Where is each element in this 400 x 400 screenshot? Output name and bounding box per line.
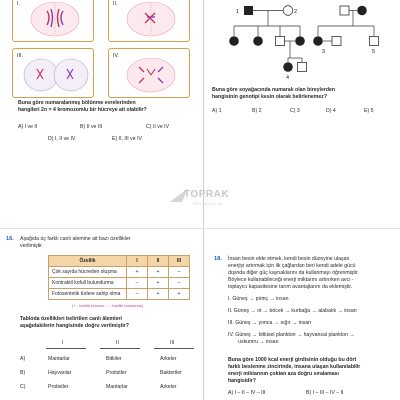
question-line: Tabloda özellikleri belirtilen canlı âlemleri [20, 316, 122, 322]
q-left-top-option-c[interactable]: C) II ve IV [146, 124, 170, 130]
watermark-logo [168, 186, 238, 216]
cell-IV [108, 48, 190, 98]
question-line: aşağıdakilerin hangisinde doğru verilmiştir? [20, 323, 129, 329]
cell-III-chromosomes [13, 49, 93, 97]
food-chain: III. Güneş → yonca → sığır → insan [228, 320, 312, 326]
intro-line: enerjiyi artırmak için ilk çağlardan beri kendi adele gücü [228, 263, 356, 269]
option-value: Bakteriler [160, 370, 182, 376]
table-cell: – [169, 278, 190, 289]
table-cell: + [148, 289, 169, 300]
table-header: Özellik [49, 256, 127, 267]
food-chain: I. Güneş → pirinç → insan [228, 296, 289, 302]
option-value: Protistler [48, 384, 69, 390]
table-header-row [49, 256, 190, 267]
table-cell: – [169, 267, 190, 278]
option-letter: C) [20, 384, 26, 390]
question-line: Buna göre 1000 kcal enerji girdisinin olduğu bu dört [228, 357, 357, 363]
option-value: Arkeler [160, 384, 177, 390]
option-value: Mantarlar [48, 356, 70, 362]
cell-label: I. [17, 1, 20, 7]
q16-feature-table [48, 255, 190, 300]
cell-II [108, 0, 190, 42]
option-value: Arkeler [160, 356, 177, 362]
table-cell: + [169, 289, 190, 300]
pedigree-number-2: 2 [294, 9, 298, 15]
cell-II-chromosomes [109, 0, 189, 41]
cell-IV-chromosomes [109, 49, 189, 97]
pedigree-male-affected [244, 6, 253, 15]
table-cell: + [148, 278, 169, 289]
pedigree-female-affected [357, 6, 367, 16]
watermark-sub: YAYINCILIK [192, 201, 224, 206]
pedigree-male [340, 6, 349, 15]
cell-diagram-grid [8, 0, 196, 96]
question-line: enerji miktarının çoktan aza doğru sıralaması [228, 371, 339, 377]
table-cell: Kontraktil kofull bulundurma [49, 278, 127, 289]
food-chain: II. Güneş → ot → böcek → kurbağa → alabalık → insan [228, 308, 357, 314]
q-left-top-option-b[interactable]: B) II ve III [80, 124, 103, 130]
cell-I [12, 0, 94, 42]
food-chain: IV. Güneş → bitkisel plankton → hayvansal plankton → [228, 332, 355, 338]
intro-line: toplayıcı kapasitesine tarım avantajlarını da eklemiştir. [228, 284, 353, 290]
question-line: hangisidir? [228, 378, 256, 384]
q18-option-b[interactable]: B) I – III – IV – II [306, 390, 344, 396]
q-left-top-option-a[interactable]: A) I ve II [18, 124, 38, 130]
q18-intro [228, 256, 398, 291]
option-value: Mantarlar [106, 384, 128, 390]
answer-header: II [116, 340, 119, 346]
q-left-top-question [18, 100, 203, 114]
cell-I-chromosomes [13, 0, 93, 41]
question-line: Buna göre soyağacında numaralı olan bireylerden [212, 87, 336, 93]
intro-line: Aşağıda üç farklı canlı alemine ait bazı özellikler [20, 236, 131, 242]
q16-option-b[interactable] [20, 370, 200, 378]
food-chain: uskumru → insan [228, 339, 279, 345]
option-value: Hayvanlar [48, 370, 72, 376]
intro-line: verilmiştir. [20, 243, 44, 249]
table-header: II [148, 256, 169, 267]
table-row [49, 289, 190, 300]
question-line: hangileri 2n = 4 kromozomlu bir hücreye ait olabilir? [18, 107, 147, 113]
pedigree-number-1: 1 [236, 9, 240, 15]
q18-question [228, 357, 398, 385]
q-right-top-option-b[interactable]: B) 2 [252, 108, 262, 114]
table-cell: + [127, 267, 148, 278]
cell-label: II. [113, 1, 118, 7]
watermark-brand: TOPRAK [184, 189, 230, 200]
cell-III [12, 48, 94, 98]
intro-line: İnsan besin elde etmek, kendi besin düzeyine ulaşan [228, 256, 350, 262]
intro-line: Böylece kullanabileceği enerji miktarını artırırken avcı - [228, 277, 354, 283]
q-left-top-option-d[interactable]: D) I, II ve IV [48, 136, 76, 142]
intro-line: dışında diğer güç kaynaklarını da kullanmayı öğrenmiştir. [228, 270, 359, 276]
option-letter: B) [20, 370, 26, 376]
q-right-top-option-a[interactable]: A) 1 [212, 108, 222, 114]
q16-number: 16. [6, 236, 14, 242]
q-right-top-option-d[interactable]: D) 4 [326, 108, 336, 114]
q-right-top-option-c[interactable]: C) 3 [290, 108, 300, 114]
answer-header-line [154, 348, 194, 349]
option-value: Bitkiler [106, 356, 122, 362]
q-left-top-option-e[interactable]: E) II, III ve IV [112, 136, 142, 142]
question-line: Buna göre numaralanmış bölünme evrelerinden [18, 100, 136, 106]
q18-option-a[interactable]: A) I – II – IV – III [228, 390, 266, 396]
table-header: I [127, 256, 148, 267]
pedigree-chart [214, 0, 394, 84]
q16-option-c[interactable] [20, 384, 200, 392]
section-divider [0, 228, 400, 229]
table-header: III [169, 256, 190, 267]
q18-chains [228, 296, 398, 346]
pedigree-number-4: 4 [286, 75, 290, 81]
q16-legend: (+ : özellik bulunur, – : özellik bulunmaz) [72, 303, 144, 308]
question-line: hangisinin genotipi kesin olarak belirlenemez? [212, 94, 328, 100]
table-cell: – [127, 278, 148, 289]
q16-intro [20, 236, 202, 250]
q-right-top-question [212, 87, 397, 101]
cell-label: III. [17, 53, 23, 59]
table-row [49, 278, 190, 289]
table-cell: Fotosentetik türlere sahip olma [49, 289, 127, 300]
pedigree-female [283, 6, 293, 16]
answer-header: I [62, 340, 64, 346]
table-cell: Çok sayıda hücreden oluşma [49, 267, 127, 278]
table-cell: – [127, 289, 148, 300]
option-letter: A) [20, 356, 26, 362]
q-right-top-option-e[interactable]: E) 5 [364, 108, 374, 114]
option-value: Protistler [106, 370, 127, 376]
question-line: farklı beslenme zincirinde, insana ulaşan kullanılabilir [228, 364, 361, 370]
q16-question [20, 316, 202, 330]
q18-number: 18. [214, 256, 222, 262]
q16-answer-block [20, 340, 200, 400]
answer-header-line [100, 348, 140, 349]
answer-header: III [170, 340, 175, 346]
table-cell: + [148, 267, 169, 278]
answer-header-line [46, 348, 86, 349]
table-row [49, 267, 190, 278]
pedigree-number-3: 3 [322, 49, 326, 55]
pedigree-number-5: 5 [372, 49, 376, 55]
cell-label: IV. [113, 53, 119, 59]
q16-option-a[interactable] [20, 356, 200, 364]
